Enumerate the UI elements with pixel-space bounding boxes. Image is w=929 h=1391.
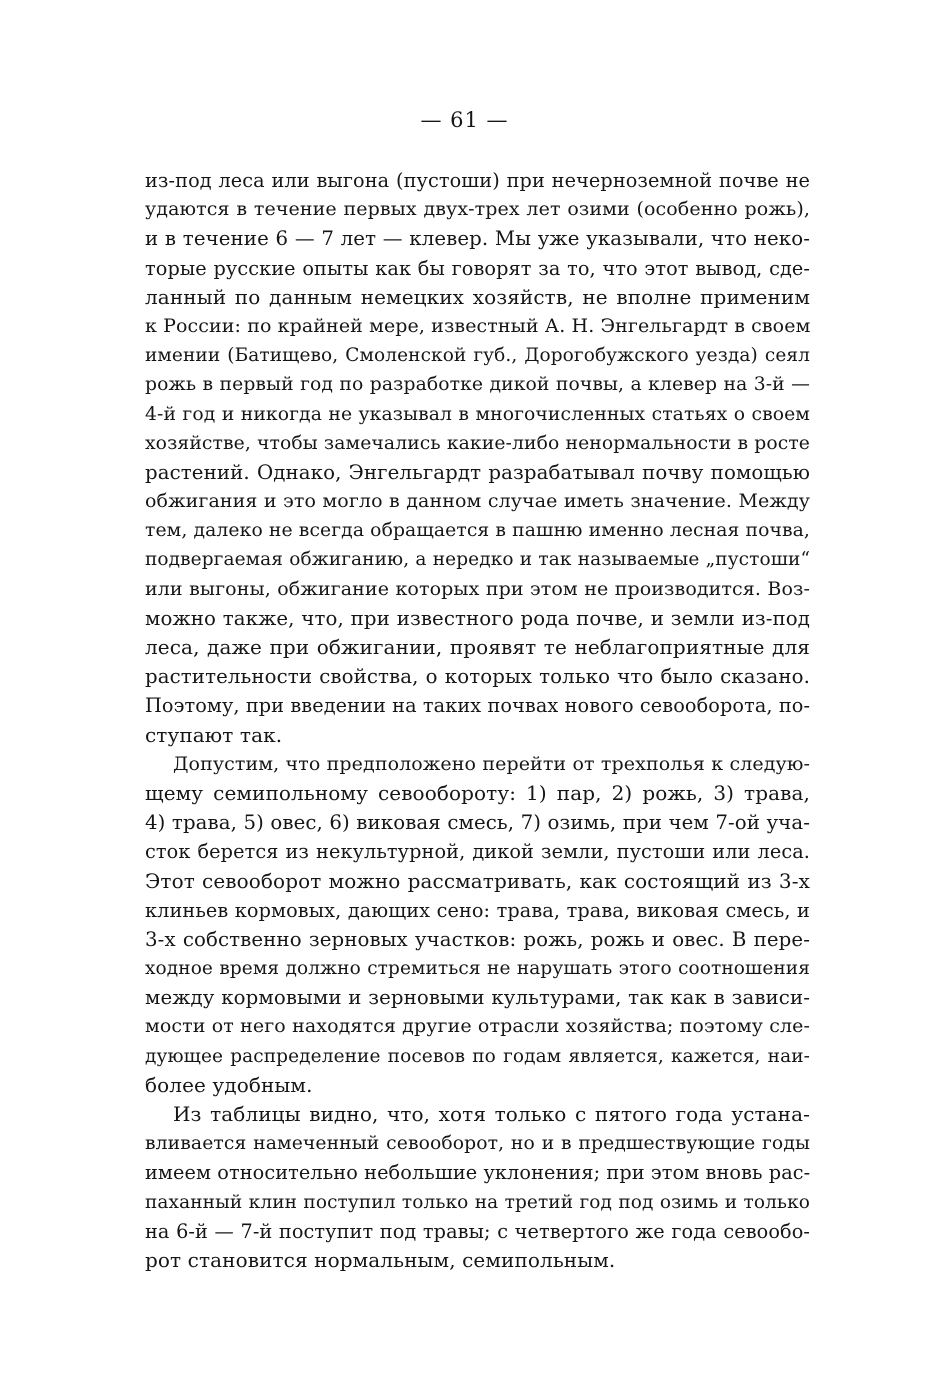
text-line: удаются в течение первых двух-трех лет озими (особенно рожь),	[145, 198, 810, 221]
text-line: хозяйстве, чтобы замечались какие-либо ненормальности в росте	[145, 432, 810, 454]
text-line: паханный клин поступил только на третий год под озимь и только	[145, 1191, 810, 1213]
text-line: обжигания и это могло в данном случае иметь значение. Между	[145, 490, 810, 513]
paragraph	[145, 166, 810, 750]
text-line: рот становится нормальным, семипольным.	[145, 1247, 616, 1272]
text-line: Допустим, что предположено перейти от трехполья к следую-	[173, 752, 810, 775]
text-line: имеем относительно небольшие уклонения; при этом вновь рас-	[145, 1161, 811, 1185]
text-line: Этот севооборот можно рассматривать, как состоящий из 3-х	[145, 868, 810, 893]
text-line: растений. Однако, Энгельгардт разрабатывал почву помощью	[145, 460, 810, 484]
body-text	[145, 166, 810, 1275]
text-line: щему семипольному севообороту: 1) пар, 2) рожь, 3) трава,	[145, 780, 810, 805]
text-line: между кормовыми и зерновыми культурами, так как в зависи-	[145, 986, 810, 1010]
text-line: и в течение 6 — 7 лет — клевер. Мы уже указывали, что неко-	[145, 227, 810, 251]
text-line: 4-й год и никогда не указывал в многочисленных статьях о своем	[145, 403, 810, 425]
text-line: ступают так.	[145, 722, 283, 747]
text-line: более удобным.	[145, 1072, 313, 1097]
text-line: рожь в первый год по разработке дикой почвы, а клевер на 3-й —	[145, 374, 810, 396]
page-number: — 61 —	[420, 108, 509, 132]
text-line: сток берется из некультурной, дикой земли, пустоши или леса.	[145, 840, 810, 864]
text-line: ланный по данным немецких хозяйств, не вполне применим	[145, 284, 810, 309]
text-line: к России: по крайней мере, известный А. Н. Энгельгардт в своем	[145, 314, 811, 337]
text-line: из-под леса или выгона (пустоши) при нечерноземной почве не	[145, 169, 810, 192]
text-line: вливается намеченный севооборот, но и в предшествующие годы	[145, 1133, 810, 1155]
text-line: торые русские опыты как бы говорят за то, что этот вывод, сде-	[145, 256, 810, 280]
text-line: растительности свойства, о которых только что было сказано.	[145, 665, 810, 689]
text-line: на 6-й — 7-й поступит под травы; с четвертого же года севообо-	[145, 1219, 810, 1243]
text-line: ходное время должно стремиться не нарушать этого соотношения	[145, 958, 810, 980]
text-line: тем, далеко не всегда обращается в пашню именно лесная почва,	[145, 520, 810, 542]
paragraph	[145, 1100, 810, 1275]
text-line: или выгоны, обжигание которых при этом не производится. Воз-	[145, 577, 810, 600]
text-line: Поэтому, при введении на таких почвах нового севооборота, по-	[145, 694, 811, 718]
text-line: дующее распределение посевов по годам является, кажется, наи-	[145, 1045, 810, 1067]
text-line: леса, даже при обжигании, проявят те неблагоприятные для	[145, 635, 810, 659]
text-line: 4) трава, 5) овес, 6) виковая смесь, 7) озимь, при чем 7-ой уча-	[145, 811, 810, 835]
text-line: можно также, что, при известного рода почве, и земли из-под	[145, 606, 810, 630]
text-line: 3-х собственно зерновых участков: рожь, рожь и овес. В пере-	[145, 927, 810, 951]
text-line: мости от него находятся другие отрасли хозяйства; поэтому сле-	[145, 1015, 810, 1038]
text-line: Из таблицы видно, что, хотя только с пятого года устана-	[173, 1102, 810, 1126]
text-line: имении (Батищево, Смоленской губ., Дорогобужского уезда) сеял	[145, 345, 810, 367]
text-line: подвергаемая обжиганию, а нередко и так называемые „пустоши“	[145, 549, 810, 571]
paragraph	[145, 750, 810, 1100]
text-line: клиньев кормовых, дающих сено: трава, трава, виковая смесь, и	[145, 898, 810, 922]
